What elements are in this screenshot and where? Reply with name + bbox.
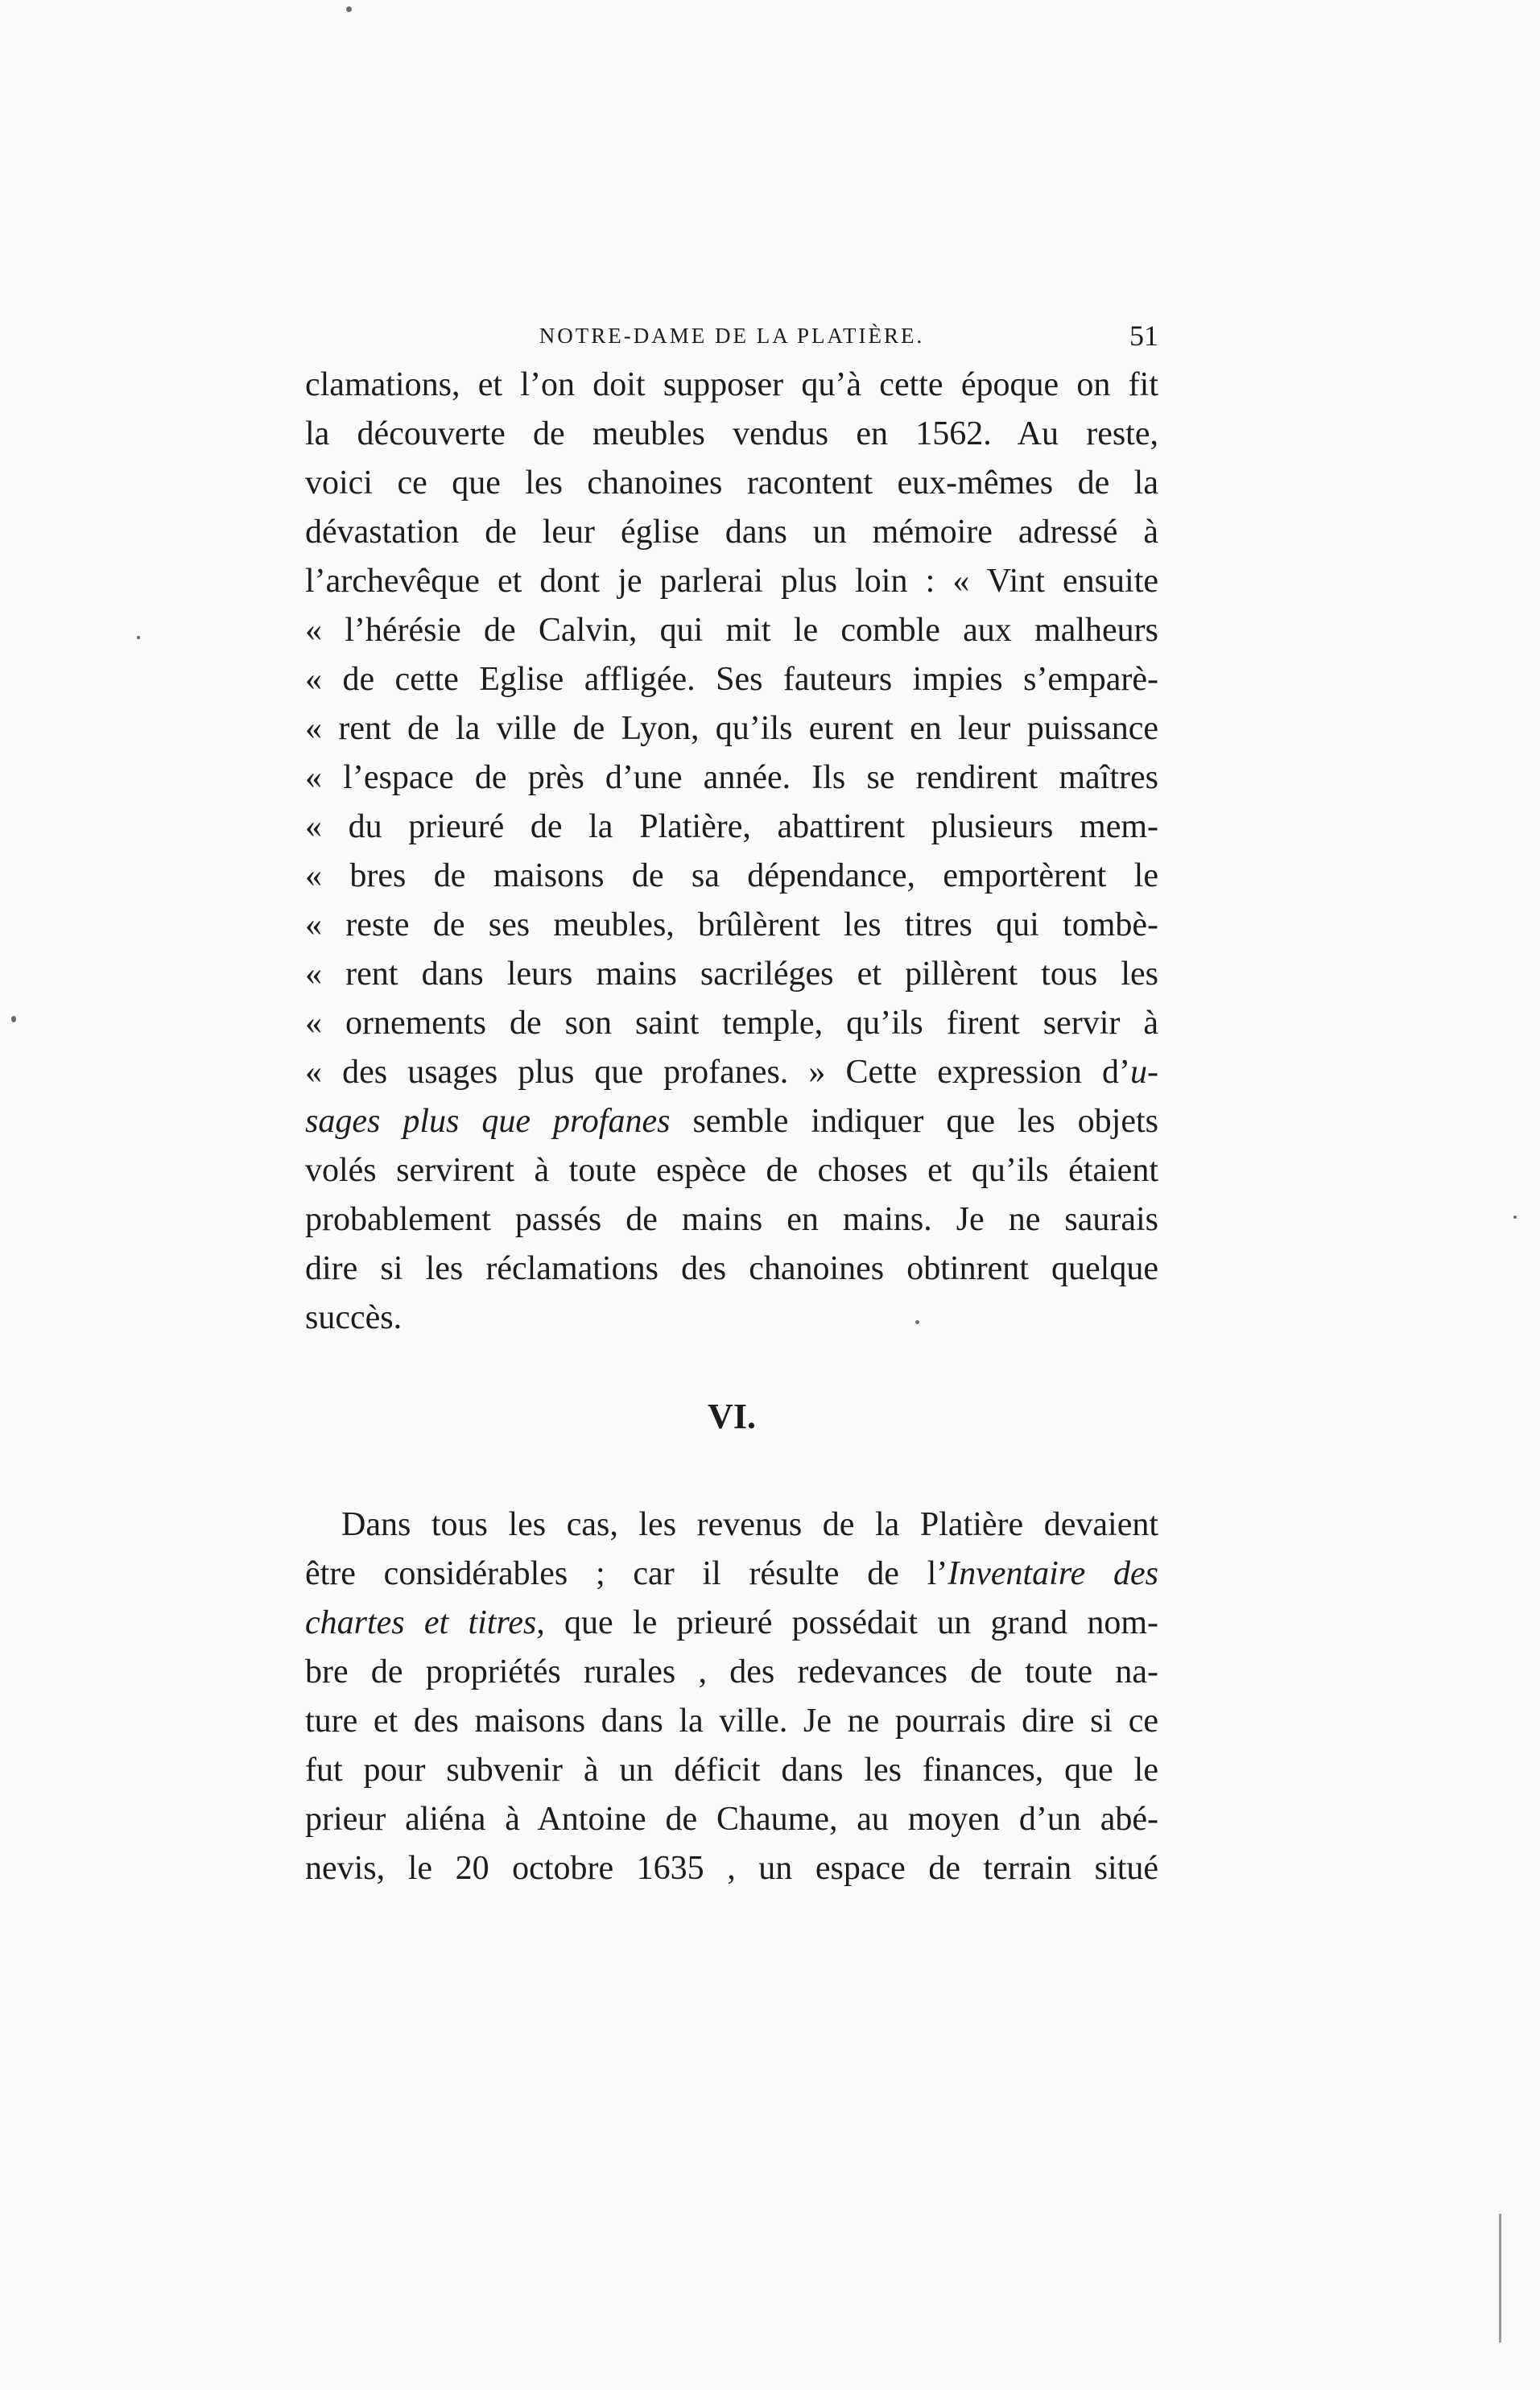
paragraph-2 [305,1500,1158,1893]
paragraph-1 [305,361,1158,1343]
text-line: l’archevêque et dont je parlerai plus loin : « Vint ensuite [305,563,1158,600]
text-line: voici ce que les chanoines racontent eux-mêmes de la [305,464,1158,502]
text-line [305,1550,1158,1599]
running-head [305,316,1158,356]
line-text: , que le prieuré possédait un grand nom- [536,1604,1158,1641]
text-line: clamations, et l’on doit supposer qu’à cette époque on fit [305,366,1158,403]
text-line: Dans tous les cas, les revenus de la Platière devaient [341,1506,1158,1543]
text-line: « du prieuré de la Platière, abattirent plusieurs mem- [305,808,1158,845]
text-line: « de cette Eglise affligée. Ses fauteurs impies s’emparè- [305,661,1158,698]
section-heading: VI. [708,1397,756,1436]
text-line: « rent dans leurs mains sacriléges et pillèrent tous les [305,956,1158,993]
italic-text: Inventaire des [948,1555,1158,1592]
text-line: « reste de ses meubles, brûlèrent les titres qui tombè- [305,906,1158,943]
text-line: volés servirent à toute espèce de choses et qu’ils étaient [305,1152,1158,1189]
scan-speck [11,1016,16,1022]
text-line: fut pour subvenir à un déficit dans les finances, que le [305,1752,1158,1789]
scan-speck [1513,1216,1517,1219]
line-text: être considérables ; car il résulte de l’ [305,1555,948,1592]
text-line: la découverte de meubles vendus en 1562. Au reste, [305,415,1158,452]
text-line: « l’hérésie de Calvin, qui mit le comble aux malheurs [305,612,1158,649]
text-line: dire si les réclamations des chanoines obtinrent quelque [305,1250,1158,1287]
text-line: « rent de la ville de Lyon, qu’ils eurent en leur puissance [305,710,1158,747]
text-line [305,1048,1158,1097]
page-number: 51 [1129,320,1158,352]
scan-speck [346,6,352,12]
text-line [305,1097,1158,1146]
text-line: dévastation de leur église dans un mémoire adressé à [305,514,1158,551]
text-line: succès. [305,1299,403,1336]
text-line [305,1599,1158,1648]
italic-text: sages plus que profanes [305,1103,671,1140]
scan-speck [137,636,140,639]
line-text: « des usages plus que profanes. » Cette expression d’ [305,1054,1130,1091]
text-line: bre de propriétés rurales , des redevances de toute na- [305,1653,1158,1690]
running-title: NOTRE-DAME DE LA PLATIÈRE. [539,324,925,348]
scan-speck [915,1320,919,1324]
text-line: prieur aliéna à Antoine de Chaume, au moyen d’un abé- [305,1801,1158,1838]
text-line: « bres de maisons de sa dépendance, emportèrent le [305,857,1158,894]
italic-text: u- [1130,1054,1158,1091]
text-line: ture et des maisons dans la ville. Je ne pourrais dire si ce [305,1703,1158,1740]
edge-mark [1499,2214,1501,2343]
line-text: semble indiquer que les objets [670,1103,1158,1140]
italic-text: chartes et titres [305,1604,537,1641]
text-line: probablement passés de mains en mains. Je ne saurais [305,1201,1158,1238]
text-line: « ornements de son saint temple, qu’ils firent servir à [305,1005,1158,1042]
text-line: nevis, le 20 octobre 1635 , un espace de terrain situé [305,1850,1158,1887]
text-line: « l’espace de près d’une année. Ils se rendirent maîtres [305,759,1158,796]
